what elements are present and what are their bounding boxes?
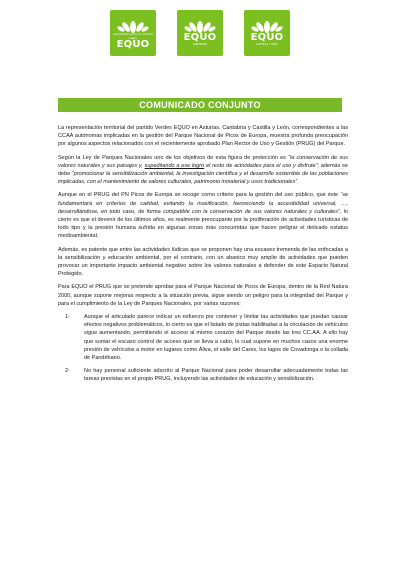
list-item-text: Aunque el articulado parece indicar un esfuerzo por contener y limitar las actividades que puedan causar efectos negativos problemáticos, lo cierto es que el listado de pistas habilitadas a la circulación de vehículos sigue aumentando, permitiendo el acceso al mismo corazón del Parque desde las tres CC.AA. A ello hay que sumar el escaso control de acceso que se lleva a cabo, lo cual supone en muchos casos una enorme presión de vehículos a motor en lugares como Áliva, el valle del Cares, los lagos de Covadonga o la collada de Pandébano.	[84, 314, 348, 362]
document-body	[58, 124, 348, 389]
equo-logo	[110, 10, 156, 56]
text-run: Aunque en el PRUG del PN Picos de Europa se recoge como criterio para la gestión del uso público, que éste	[58, 192, 341, 199]
paragraph	[58, 191, 348, 240]
logo-wordmark: EQUO	[183, 32, 217, 43]
sunflower-icon	[250, 15, 284, 33]
text-run: , lo cierto es que el devenir de los últimos años, es realmente preocupante por la proliferación de actividades turísticas de todo tipo y la presión humana sufrida en algunas zonas más concurridas que hacen peligrar el delicado estatus medioambiental.	[58, 208, 348, 240]
quote-text: el resto de actividades para el uso y disfrute”	[204, 162, 318, 169]
paragraph: La representación territorial del partido Verdes EQUO en Asturias, Cantabria y Castilla y León, correspondientes a las CCAA autónomas implicadas en la gestión del Parque Nacional de Picos de Europa, muestra profunda preocupación por algunos aspectos relacionados con el recientemente aprobado Plan Rector de Uso y Gestión (PRUG) del Parque.	[58, 125, 348, 148]
paragraph	[58, 154, 348, 187]
logo-tagline: Asociación para un mundo mejor	[113, 32, 153, 40]
text-run: Según la Ley de Parques Nacionales uno de los objetivos de esta figura de protección es	[58, 154, 289, 161]
quote-text: “la conservación de sus valores naturales y sus paisajes y,	[58, 154, 349, 169]
text-run: ; además se debe	[58, 162, 348, 178]
list-number: 2-	[65, 368, 70, 375]
list-item-text: No hay personal suficiente adscrito al Parque Nacional para poder desarrollar adecuadamente todas las tareas previstas en el propio PRUG, incluyendo las actividades de educación y sensibilización.	[84, 368, 348, 383]
quote-text: “promocionar la sensibilización ambiental, la investigación científica y el desarrollo sostenible de las poblaciones implicadas, con el mantenimiento de valores culturales, patrimonio inmaterial y usos tradicionales”	[58, 171, 348, 186]
paragraph: Para EQUO el PRUG que se pretende aprobar para el Parque Nacional de Picos de Europa, dentro de la Red Natura 2000, aunque supone mejoras respecto a la situación previa, sigue siendo un peligro para la integridad del Parque y para el cumplimiento de la Ley de Parques Nacionales, por varias razones:	[58, 284, 348, 307]
document-title: COMUNICADO CONJUNTO	[58, 98, 342, 112]
logo-wordmark: EQUO	[116, 39, 150, 50]
sunflower-icon	[116, 15, 150, 33]
list-item	[58, 367, 348, 383]
underlined-text: supeditando a ese logro	[144, 162, 205, 169]
reasons-list	[58, 313, 348, 384]
quote-text: “se fundamentará en criterios de calidad, evitando la masificación, favoreciendo la accesibilidad universal, …, desarrollándose, en todo caso, de forma compatible con la conservación de sus valores naturales y culturales”	[58, 192, 348, 215]
list-item	[58, 313, 348, 362]
text-run: .	[297, 179, 299, 186]
equo-cantabria-logo	[177, 10, 223, 56]
logo-wordmark: EQUO	[250, 32, 284, 43]
logo-region: CANTABRIA	[192, 43, 208, 46]
equo-castilla-leon-logo	[244, 10, 290, 56]
logo-row	[0, 10, 400, 60]
list-number: 1-	[65, 314, 70, 321]
sunflower-icon	[183, 15, 217, 33]
paragraph: Además, es patente que entre las actividades lúdicas que se proponen hay una escasez tremenda de las enfocadas a la sensibilización y educación ambiental, por el contrario, con un abanico muy amplio de actividades que pueden provocar un importante impacto ambiental negativo sobre los valores naturales a defender de este Espacio Natural Protegido.	[58, 246, 348, 278]
logo-region: CASTILLA Y LEÓN	[256, 43, 278, 46]
